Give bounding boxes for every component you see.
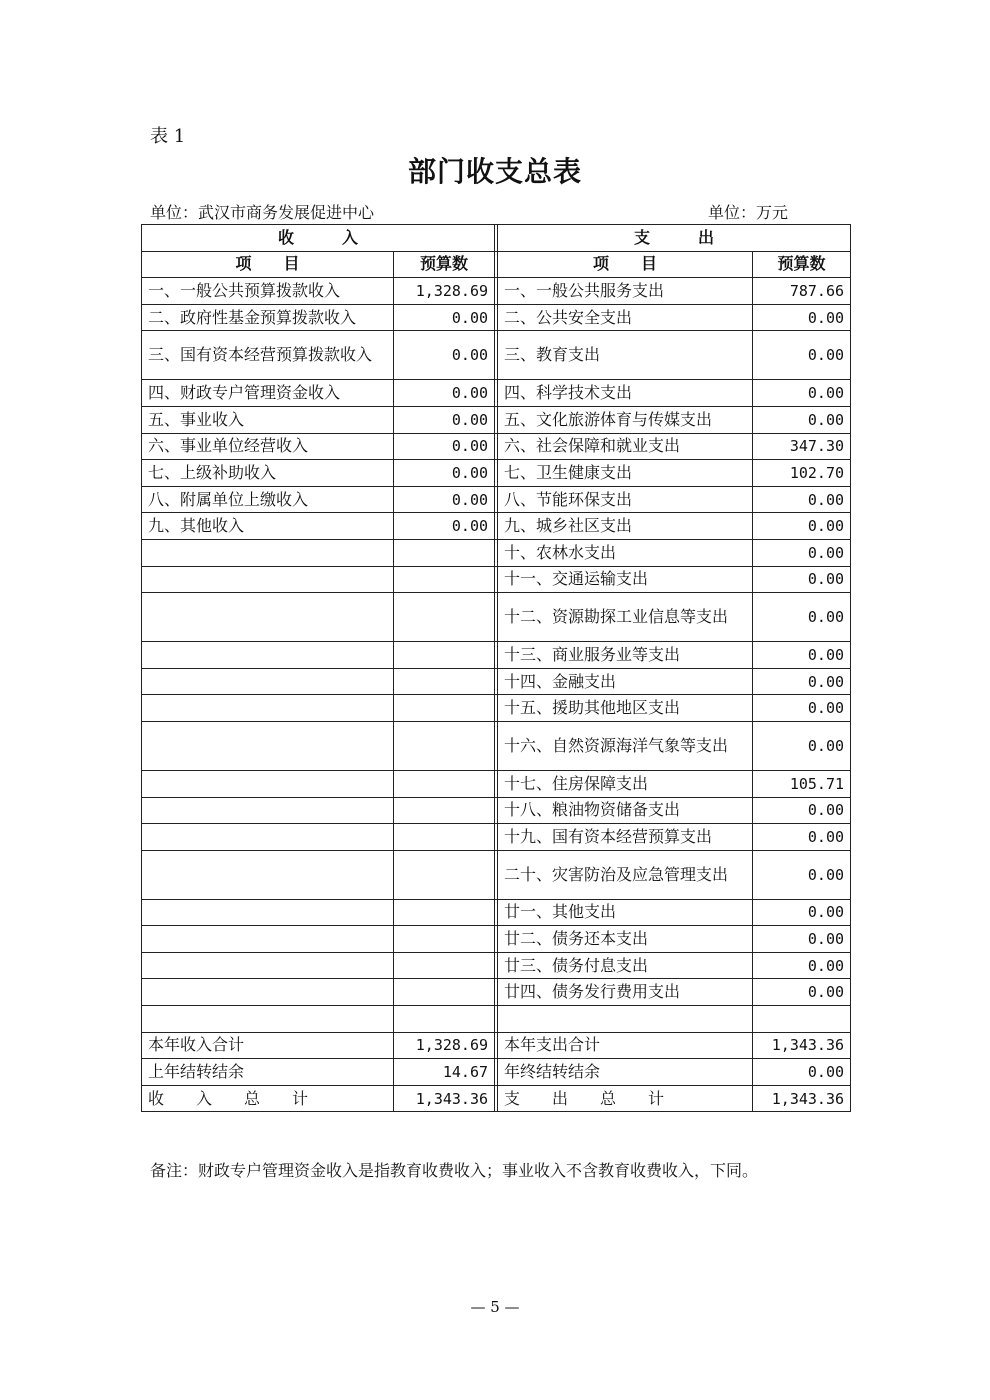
expense-value-cell: 0.00 [753, 513, 851, 540]
expense-item-cell: 九、城乡社区支出 [498, 513, 753, 540]
income-item-cell: 二、政府性基金预算拨款收入 [142, 304, 394, 331]
expense-value-cell: 0.00 [753, 850, 851, 899]
table-row [142, 1032, 851, 1059]
expense-value-cell: 0.00 [753, 979, 851, 1006]
expense-value-cell: 0.00 [753, 668, 851, 695]
expense-item-cell: 廿四、债务发行费用支出 [498, 979, 753, 1006]
table-row [142, 797, 851, 824]
expense-value-cell: 0.00 [753, 380, 851, 407]
income-value-cell [394, 797, 495, 824]
income-item-cell: 四、财政专户管理资金收入 [142, 380, 394, 407]
expense-value-cell: 0.00 [753, 695, 851, 722]
income-value-cell: 0.00 [394, 331, 495, 380]
income-item-cell [142, 770, 394, 797]
income-item-cell [142, 952, 394, 979]
expense-value-cell: 0.00 [753, 539, 851, 566]
income-value-cell [394, 566, 495, 593]
table-row [142, 304, 851, 331]
table-row [142, 850, 851, 899]
table-row [142, 770, 851, 797]
expense-value-cell: 0.00 [753, 486, 851, 513]
expense-item-cell: 十九、国有资本经营预算支出 [498, 824, 753, 851]
expense-item-cell: 十六、自然资源海洋气象等支出 [498, 721, 753, 770]
income-item-cell [142, 721, 394, 770]
expense-value-cell [753, 1006, 851, 1033]
income-item-cell: 上年结转结余 [142, 1059, 394, 1086]
expense-value-cell: 1,343.36 [753, 1032, 851, 1059]
table-label: 表 1 [150, 126, 186, 147]
income-value-cell [394, 979, 495, 1006]
income-item-cell: 六、事业单位经营收入 [142, 433, 394, 460]
expense-value-cell: 0.00 [753, 593, 851, 642]
expense-item-cell: 三、教育支出 [498, 331, 753, 380]
income-item-cell: 一、一般公共预算拨款收入 [142, 278, 394, 305]
income-value-cell [394, 642, 495, 669]
income-value-cell: 0.00 [394, 513, 495, 540]
expense-item-cell: 六、社会保障和就业支出 [498, 433, 753, 460]
income-item-cell [142, 642, 394, 669]
expense-budget-header: 预算数 [753, 251, 851, 278]
expense-item-cell: 十四、金融支出 [498, 668, 753, 695]
income-item-cell: 八、附属单位上缴收入 [142, 486, 394, 513]
income-item-cell: 五、事业收入 [142, 406, 394, 433]
table-row [142, 433, 851, 460]
expense-value-cell: 0.00 [753, 797, 851, 824]
income-item-cell [142, 668, 394, 695]
income-value-cell [394, 770, 495, 797]
income-value-cell [394, 668, 495, 695]
section-header-row [142, 225, 851, 252]
expense-value-cell: 0.00 [753, 331, 851, 380]
income-item-cell [142, 539, 394, 566]
expense-item-cell: 十、农林水支出 [498, 539, 753, 566]
income-item-cell [142, 850, 394, 899]
expense-item-cell: 十三、商业服务业等支出 [498, 642, 753, 669]
table-row [142, 899, 851, 926]
income-value-cell: 1,328.69 [394, 1032, 495, 1059]
expense-value-cell: 0.00 [753, 824, 851, 851]
income-item-cell [142, 824, 394, 851]
table-row [142, 952, 851, 979]
income-value-cell [394, 1006, 495, 1033]
expense-value-cell: 0.00 [753, 1059, 851, 1086]
expense-item-cell [498, 1006, 753, 1033]
income-item-cell [142, 1006, 394, 1033]
table-row [142, 1006, 851, 1033]
income-item-cell: 七、上级补助收入 [142, 460, 394, 487]
column-header-row [142, 251, 851, 278]
income-value-cell [394, 695, 495, 722]
expense-value-cell: 0.00 [753, 642, 851, 669]
income-item-cell: 本年收入合计 [142, 1032, 394, 1059]
income-item-cell [142, 926, 394, 953]
table-row [142, 331, 851, 380]
table-row [142, 1059, 851, 1086]
expense-item-header: 项 目 [498, 251, 753, 278]
expense-item-cell: 廿一、其他支出 [498, 899, 753, 926]
expense-item-cell: 十八、粮油物资储备支出 [498, 797, 753, 824]
page-number: — 5 — [470, 1298, 520, 1316]
income-section-header: 收 入 [142, 225, 495, 252]
expense-item-cell: 十七、住房保障支出 [498, 770, 753, 797]
income-item-cell: 收 入 总 计 [142, 1085, 394, 1112]
income-item-cell [142, 899, 394, 926]
table-row [142, 406, 851, 433]
table-row [142, 593, 851, 642]
income-value-cell [394, 593, 495, 642]
income-value-cell: 0.00 [394, 460, 495, 487]
expense-value-cell: 1,343.36 [753, 1085, 851, 1112]
expense-item-cell: 十二、资源勘探工业信息等支出 [498, 593, 753, 642]
expense-value-cell: 347.30 [753, 433, 851, 460]
table-body [142, 278, 851, 1112]
expense-value-cell: 0.00 [753, 304, 851, 331]
expense-value-cell: 0.00 [753, 566, 851, 593]
table-row [142, 278, 851, 305]
table-row [142, 460, 851, 487]
income-value-cell: 0.00 [394, 433, 495, 460]
income-value-cell: 0.00 [394, 380, 495, 407]
expense-value-cell: 787.66 [753, 278, 851, 305]
expense-item-cell: 本年支出合计 [498, 1032, 753, 1059]
income-value-cell [394, 824, 495, 851]
expense-value-cell: 0.00 [753, 926, 851, 953]
table-row [142, 824, 851, 851]
expense-value-cell: 105.71 [753, 770, 851, 797]
unit-currency: 单位：万元 [708, 203, 789, 222]
table-row [142, 721, 851, 770]
table-row [142, 486, 851, 513]
expense-item-cell: 二十、灾害防治及应急管理支出 [498, 850, 753, 899]
income-budget-header: 预算数 [394, 251, 495, 278]
expense-value-cell: 0.00 [753, 721, 851, 770]
income-value-cell: 0.00 [394, 304, 495, 331]
income-value-cell [394, 850, 495, 899]
expense-value-cell: 0.00 [753, 406, 851, 433]
table-row [142, 668, 851, 695]
expense-item-cell: 十一、交通运输支出 [498, 566, 753, 593]
expense-item-cell: 二、公共安全支出 [498, 304, 753, 331]
income-value-cell [394, 952, 495, 979]
income-item-cell [142, 566, 394, 593]
income-item-cell: 三、国有资本经营预算拨款收入 [142, 331, 394, 380]
income-value-cell: 0.00 [394, 486, 495, 513]
expense-item-cell: 五、文化旅游体育与传媒支出 [498, 406, 753, 433]
table-row [142, 695, 851, 722]
expense-item-cell: 廿二、债务还本支出 [498, 926, 753, 953]
expense-item-cell: 年终结转结余 [498, 1059, 753, 1086]
income-value-cell: 1,328.69 [394, 278, 495, 305]
income-item-cell [142, 695, 394, 722]
expense-item-cell: 四、科学技术支出 [498, 380, 753, 407]
table-row [142, 380, 851, 407]
income-value-cell: 14.67 [394, 1059, 495, 1086]
income-item-cell [142, 593, 394, 642]
table-row [142, 539, 851, 566]
income-value-cell [394, 926, 495, 953]
table-row [142, 926, 851, 953]
income-value-cell [394, 721, 495, 770]
income-value-cell [394, 539, 495, 566]
income-value-cell: 0.00 [394, 406, 495, 433]
expense-item-cell: 支 出 总 计 [498, 1085, 753, 1112]
page-title: 部门收支总表 [407, 155, 582, 188]
table-row [142, 979, 851, 1006]
unit-organization: 单位：武汉市商务发展促进中心 [150, 203, 375, 222]
income-item-cell [142, 797, 394, 824]
income-value-cell: 1,343.36 [394, 1085, 495, 1112]
expense-item-cell: 八、节能环保支出 [498, 486, 753, 513]
expense-item-cell: 十五、援助其他地区支出 [498, 695, 753, 722]
income-value-cell [394, 899, 495, 926]
table-row [142, 566, 851, 593]
table-row [142, 1085, 851, 1112]
expense-value-cell: 0.00 [753, 952, 851, 979]
expense-section-header: 支 出 [498, 225, 851, 252]
table-row [142, 642, 851, 669]
expense-item-cell: 一、一般公共服务支出 [498, 278, 753, 305]
budget-summary-table [141, 224, 851, 1112]
expense-item-cell: 七、卫生健康支出 [498, 460, 753, 487]
footnote: 备注：财政专户管理资金收入是指教育收费收入；事业收入不含教育收费收入，下同。 [150, 1161, 759, 1180]
income-item-cell [142, 979, 394, 1006]
expense-value-cell: 0.00 [753, 899, 851, 926]
expense-value-cell: 102.70 [753, 460, 851, 487]
income-item-cell: 九、其他收入 [142, 513, 394, 540]
expense-item-cell: 廿三、债务付息支出 [498, 952, 753, 979]
income-item-header: 项 目 [142, 251, 394, 278]
table-row [142, 513, 851, 540]
